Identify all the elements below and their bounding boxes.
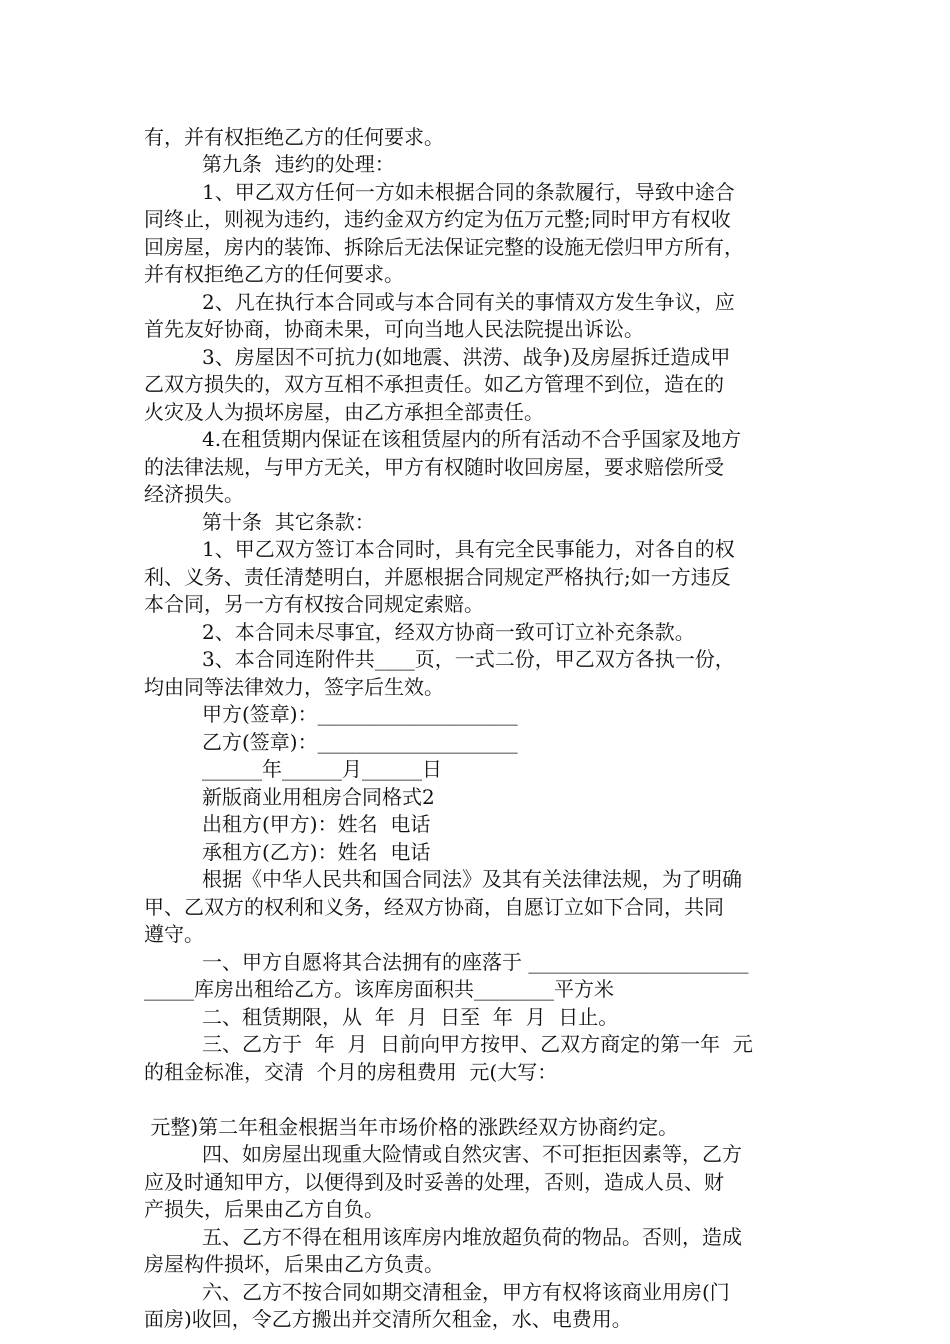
text-line: 本合同，另一方有权按合同规定索赔。 (144, 592, 484, 616)
text-line: 应及时通知甲方，以便得到及时妥善的处理，否则，造成人员、财 (144, 1170, 724, 1194)
section-heading: 第九条 违约的处理： (202, 152, 395, 176)
text-line: 利、义务、责任清楚明白，并愿根据合同规定严格执行;如一方违反 (144, 565, 731, 589)
text-line: 乙双方损失的，双方互相不承担责任。如乙方管理不到位，造在的 (144, 372, 724, 396)
text-line: 回房屋，房内的装饰、拆除后无法保证完整的设施无偿归甲方所有， (144, 235, 744, 259)
text-line: 元整)第二年租金根据当年市场价格的涨跌经双方协商约定。 (144, 1115, 679, 1139)
text-line: 一、甲方自愿将其合法拥有的座落于 ______________________ (202, 950, 749, 974)
text-line: _____库房出租给乙方。该库房面积共________平方米 (144, 977, 614, 1001)
text-line: 4.在租赁期内保证在该租赁屋内的所有活动不合乎国家及地方 (202, 427, 742, 451)
document-subtitle: 新版商业用租房合同格式2 (202, 785, 435, 809)
text-line: 的租金标准，交清 个月的房租费用 元(大写： (144, 1060, 558, 1084)
text-line: 并有权拒绝乙方的任何要求。 (144, 262, 404, 286)
text-line: 甲、乙双方的权利和义务，经双方协商，自愿订立如下合同，共同 (144, 895, 724, 919)
text-line: 2、凡在执行本合同或与本合同有关的事情双方发生争议，应 (202, 290, 735, 314)
section-heading: 第十条 其它条款： (202, 510, 375, 534)
signature-line-party-b: 乙方(签章)：____________________ (202, 730, 518, 754)
text-line: 四、如房屋出现重大险情或自然灾害、不可拒拒因素等，乙方 (202, 1142, 742, 1166)
text-line: 房屋构件损坏，后果由乙方负责。 (144, 1252, 444, 1276)
text-line: 均由同等法律效力，签字后生效。 (144, 675, 444, 699)
text-line: 产损失，后果由乙方自负。 (144, 1197, 384, 1221)
text-line: 根据《中华人民共和国合同法》及其有关法律法规，为了明确 (202, 867, 742, 891)
text-line: 三、乙方于 年 月 日前向甲方按甲、乙双方商定的第一年 元 (202, 1032, 753, 1056)
text-line: 遵守。 (144, 922, 204, 946)
text-line: 1、甲乙双方签订本合同时，具有完全民事能力，对各自的权 (202, 537, 735, 561)
text-line: 3、本合同连附件共____页，一式二份，甲乙双方各执一份， (202, 647, 735, 671)
text-line: 面房)收回，令乙方搬出并交清所欠租金，水、电费用。 (144, 1307, 632, 1331)
text-line: 二、租赁期限，从 年 月 日至 年 月 日止。 (202, 1005, 619, 1029)
text-line: 首先友好协商，协商未果，可向当地人民法院提出诉讼。 (144, 317, 644, 341)
signature-line-party-a: 甲方(签章)：____________________ (202, 702, 518, 726)
lessor-line: 出租方(甲方)：姓名 电话 (202, 812, 431, 836)
text-line: 有，并有权拒绝乙方的任何要求。 (144, 125, 444, 149)
text-line: 同终止，则视为违约，违约金双方约定为伍万元整;同时甲方有权收 (144, 207, 731, 231)
text-line: 的法律法规，与甲方无关，甲方有权随时收回房屋，要求赔偿所受 (144, 455, 724, 479)
text-line: 2、本合同未尽事宜，经双方协商一致可订立补充条款。 (202, 620, 695, 644)
lessee-line: 承租方(乙方)：姓名 电话 (202, 840, 431, 864)
text-line: 3、房屋因不可抗力(如地震、洪涝、战争)及房屋拆迁造成甲 (202, 345, 731, 369)
text-line: 火灾及人为损坏房屋，由乙方承担全部责任。 (144, 400, 544, 424)
text-line: 六、乙方不按合同如期交清租金，甲方有权将该商业用房(门 (202, 1280, 730, 1304)
text-line: 五、乙方不得在租用该库房内堆放超负荷的物品。否则，造成 (202, 1225, 742, 1249)
text-line: 1、甲乙双方任何一方如未根据合同的条款履行，导致中途合 (202, 180, 735, 204)
date-line: ______年______月______日 (202, 757, 442, 781)
text-line: 经济损失。 (144, 482, 244, 506)
